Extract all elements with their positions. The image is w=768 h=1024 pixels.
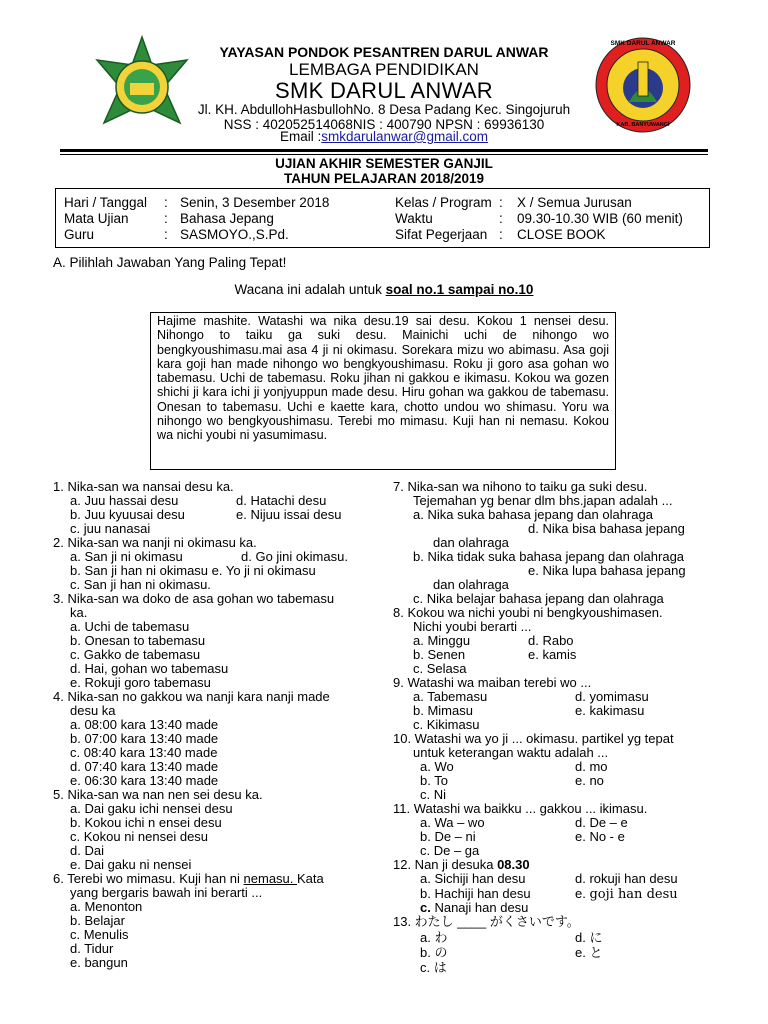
q1-option-d[interactable]: d. Hatachi desu — [236, 493, 327, 508]
mapel-value: Bahasa Jepang — [180, 211, 274, 226]
q13-option-e[interactable]: e. と — [575, 945, 603, 960]
header-divider-thin — [60, 154, 708, 155]
q8-option-b[interactable]: b. Senen — [413, 647, 466, 662]
exam-info-box — [55, 188, 710, 248]
q5-option-e[interactable]: e. Dai gaku ni nensei — [70, 857, 192, 872]
q4-option-c[interactable]: c. 08:40 kara 13:40 made — [70, 745, 218, 760]
q10-option-d[interactable]: d. mo — [575, 759, 608, 774]
q12-time: 08.30 — [497, 857, 530, 872]
question-9: 9. Watashi wa maiban terebi wo ... — [393, 675, 592, 690]
q13-option-a[interactable]: a. わ — [420, 930, 448, 945]
q11-option-a[interactable]: a. Wa – wo — [420, 815, 485, 830]
q2-option-c[interactable]: c. San ji han ni okimasu. — [70, 577, 211, 592]
question-7-cont: Tejemahan yg benar dlm bhs.japan adalah ... — [413, 493, 673, 508]
hari-colon: : — [164, 195, 168, 210]
question-7: 7. Nika-san wa nihono to taiku ga suki desu. — [393, 479, 648, 494]
wacana-range: soal no.1 sampai no.10 — [385, 282, 534, 297]
q6-option-d[interactable]: d. Tidur — [70, 941, 114, 956]
q8-option-d[interactable]: d. Rabo — [528, 633, 574, 648]
q13-option-d[interactable]: d. に — [575, 930, 603, 945]
q12-option-a[interactable]: a. Sichiji han desu — [420, 871, 526, 886]
question-2: 2. Nika-san wa nanji ni okimasu ka. — [53, 535, 257, 550]
kelas-label: Kelas / Program — [395, 195, 492, 210]
q3-option-e[interactable]: e. Rokuji goro tabemasu — [70, 675, 211, 690]
school-logo-text-bottom: KAB. BANYUWANGI — [616, 122, 670, 128]
q10-option-a[interactable]: a. Wo — [420, 759, 454, 774]
exam-title: UJIAN AKHIR SEMESTER GANJIL — [275, 156, 493, 171]
q11-option-d[interactable]: d. De – e — [575, 815, 628, 830]
exam-year: TAHUN PELAJARAN 2018/2019 — [283, 171, 485, 186]
q12-text: 12. Nan ji desuka — [393, 857, 498, 872]
q1-option-c[interactable]: c. juu nanasai — [70, 521, 151, 536]
question-10-cont: untuk keterangan waktu adalah ... — [413, 745, 609, 760]
school-email-line — [0, 129, 768, 144]
guru-label: Guru — [64, 227, 95, 242]
q7-option-e[interactable]: e. Nika lupa bahasa jepang — [528, 563, 686, 578]
q3-option-d[interactable]: d. Hai, gohan wo tabemasu — [70, 661, 229, 676]
q7-option-a[interactable]: a. Nika suka bahasa jepang dan olahraga — [413, 507, 653, 522]
question-4-cont: desu ka — [70, 703, 116, 718]
q5-option-b[interactable]: b. Kokou ichi n ensei desu — [70, 815, 222, 830]
mapel-label: Mata Ujian — [64, 211, 129, 226]
q12-option-e-text: goji han desu — [589, 887, 678, 902]
q9-option-e[interactable]: e. kakimasu — [575, 703, 645, 718]
q6-option-e[interactable]: e. bangun — [70, 955, 128, 970]
q2-option-b-e[interactable]: b. San ji han ni okimasu e. Yo ji ni okimasu — [70, 563, 316, 578]
hari-label: Hari / Tanggal — [64, 195, 148, 210]
q11-option-c[interactable]: c. De – ga — [420, 843, 480, 858]
q13-option-c[interactable]: c. は — [420, 960, 447, 975]
q12-option-d[interactable]: d. rokuji han desu — [575, 871, 678, 886]
school-ids: NSS : 402052514068NIS : 400790 NPSN : 69936130 — [223, 117, 545, 132]
q6-option-a[interactable]: a. Menonton — [70, 899, 143, 914]
q5-option-d[interactable]: d. Dai — [70, 843, 104, 858]
question-4: 4. Nika-san no gakkou wa nanji kara nanji made — [53, 689, 330, 704]
kelas-colon: : — [499, 195, 503, 210]
q8-option-c[interactable]: c. Selasa — [413, 661, 467, 676]
email-link[interactable]: smkdarulanwar@gmail.com — [321, 129, 489, 144]
q5-option-a[interactable]: a. Dai gaku ichi nensei desu — [70, 801, 233, 816]
waktu-label: Waktu — [395, 211, 433, 226]
sifat-label: Sifat Pegerjaan — [395, 227, 488, 242]
q7-option-c[interactable]: c. Nika belajar bahasa jepang dan olahraga — [413, 591, 664, 606]
q7-option-d[interactable]: d. Nika bisa bahasa jepang — [528, 521, 685, 536]
q12-option-c-label: c. — [420, 900, 431, 915]
q9-option-d[interactable]: d. yomimasu — [575, 689, 649, 704]
section-a-instruction: A. Pilihlah Jawaban Yang Paling Tepat! — [53, 255, 287, 270]
question-3: 3. Nika-san wa doko de asa gohan wo tabemasu — [53, 591, 335, 606]
q6-text-post: Kata — [297, 871, 324, 886]
question-11: 11. Watashi wa baikku ... gakkou ... ikimasu. — [393, 801, 648, 816]
sifat-colon: : — [499, 227, 503, 242]
q4-option-d[interactable]: d. 07:40 kara 13:40 made — [70, 759, 219, 774]
q4-option-e[interactable]: e. 06:30 kara 13:40 made — [70, 773, 219, 788]
question-8: 8. Kokou wa nichi youbi ni bengkyoushimasen. — [393, 605, 663, 620]
q1-option-a[interactable]: a. Juu hassai desu — [70, 493, 179, 508]
q8-option-e[interactable]: e. kamis — [528, 647, 577, 662]
q12-option-c-text: Nanaji han desu — [430, 900, 529, 915]
q10-option-b[interactable]: b. To — [420, 773, 448, 788]
q4-option-b[interactable]: b. 07:00 kara 13:40 made — [70, 731, 219, 746]
q3-option-a[interactable]: a. Uchi de tabemasu — [70, 619, 190, 634]
q12-option-e[interactable] — [575, 887, 678, 902]
header-divider-thick — [60, 149, 708, 152]
q4-option-a[interactable]: a. 08:00 kara 13:40 made — [70, 717, 219, 732]
wacana-pre: Wacana ini adalah untuk — [234, 282, 386, 297]
institution-name: LEMBAGA PENDIDIKAN — [289, 60, 479, 79]
kelas-value: X / Semua Jurusan — [517, 195, 632, 210]
q11-option-b[interactable]: b. De – ni — [420, 829, 476, 844]
q7-option-b[interactable]: b. Nika tidak suka bahasa jepang dan olahraga — [413, 549, 685, 564]
q6-option-b[interactable]: b. Belajar — [70, 913, 125, 928]
school-name: SMK DARUL ANWAR — [274, 78, 493, 103]
q6-option-c[interactable]: c. Menulis — [70, 927, 129, 942]
guru-value: SASMOYO.,S.Pd. — [180, 227, 289, 242]
question-3-cont: ka. — [70, 605, 88, 620]
waktu-value: 09.30-10.30 WIB (60 menit) — [517, 211, 683, 226]
school-logo-text-top: SMK DARUL ANWAR — [610, 40, 676, 47]
question-8-cont: Nichi youbi berarti ... — [413, 619, 532, 634]
q7-option-d-cont: dan olahraga — [433, 535, 509, 550]
q10-option-c[interactable]: c. Ni — [420, 787, 446, 802]
hari-value: Senin, 3 Desember 2018 — [180, 195, 330, 210]
question-10: 10. Watashi wa yo ji ... okimasu. partikel yg tepat — [393, 731, 674, 746]
q13-option-b[interactable]: b. の — [420, 945, 448, 960]
q9-option-b[interactable]: b. Mimasu — [413, 703, 473, 718]
q6-text-pre: 6. Terebi wo mimasu. Kuji han ni — [53, 871, 244, 886]
q1-option-e[interactable]: e. Nijuu issai desu — [236, 507, 342, 522]
school-address: Jl. KH. AbdullohHasbullohNo. 8 Desa Padang Kec. Singojuruh — [197, 102, 571, 117]
question-6-cont: yang bergaris bawah ini berarti ... — [70, 885, 263, 900]
q5-option-c[interactable]: c. Kokou ni nensei desu — [70, 829, 209, 844]
q2-option-a[interactable]: a. San ji ni okimasu — [70, 549, 183, 564]
foundation-name: YAYASAN PONDOK PESANTREN DARUL ANWAR — [219, 44, 549, 60]
q12-option-e-label: e. — [575, 886, 590, 901]
wacana-note — [0, 282, 768, 297]
q7-option-e-cont: dan olahraga — [433, 577, 509, 592]
q11-option-e[interactable]: e. No - e — [575, 829, 625, 844]
question-5: 5. Nika-san wa nan nen sei desu ka. — [53, 787, 263, 802]
email-label: Email : — [279, 129, 322, 144]
guru-colon: : — [164, 227, 168, 242]
q8-option-a[interactable]: a. Minggu — [413, 633, 471, 648]
q3-option-c[interactable]: c. Gakko de tabemasu — [70, 647, 201, 662]
q9-option-a[interactable]: a. Tabemasu — [413, 689, 488, 704]
q2-option-d[interactable]: d. Go jini okimasu. — [241, 549, 348, 564]
q1-option-b[interactable]: b. Juu kyuusai desu — [70, 507, 185, 522]
mapel-colon: : — [164, 211, 168, 226]
q6-underlined: nemasu. — [243, 871, 298, 886]
q3-option-b[interactable]: b. Onesan to tabemasu — [70, 633, 206, 648]
sifat-value: CLOSE BOOK — [517, 227, 606, 242]
q9-option-c[interactable]: c. Kikimasu — [413, 717, 480, 732]
q12-option-b[interactable]: b. Hachiji han desu — [420, 886, 531, 901]
question-1: 1. Nika-san wa nansai desu ka. — [53, 479, 234, 494]
question-13: 13. わたし ____ がくさいです。 — [393, 914, 580, 929]
q10-option-e[interactable]: e. no — [575, 773, 604, 788]
waktu-colon: : — [499, 211, 503, 226]
reading-passage: Hajime mashite. Watashi wa nika desu.19 sai desu. Kokou 1 nensei desu. Nihongo to taiku ga suki desu. Mainichi uchi de nihongo wo bengkyoushimasu.mai asa 4 ji ni okimasu. Sorekara mizu wo abimasu. Asa goji kara goji han made nihongo wo bengkyoushimasu. Roku ji goro asa gohan wo tabemasu. Uchi de tabemasu. Roku jihan ni gakkou e ikimasu. Kokou wa gozen shichi ji kara ichi ji yonjyuppun made desu. Hiru gohan wa gakkou de tabemasu. Onesan to tabemasu. Uchi e kaette kara, chotto undou wo shimasu. Yoru wa nihongo wo bengkyoushimasu. Terebi mo mimasu. Kuji han ni nemasu. Kokou wa nichi youbi ni yasumimasu. — [150, 312, 616, 470]
